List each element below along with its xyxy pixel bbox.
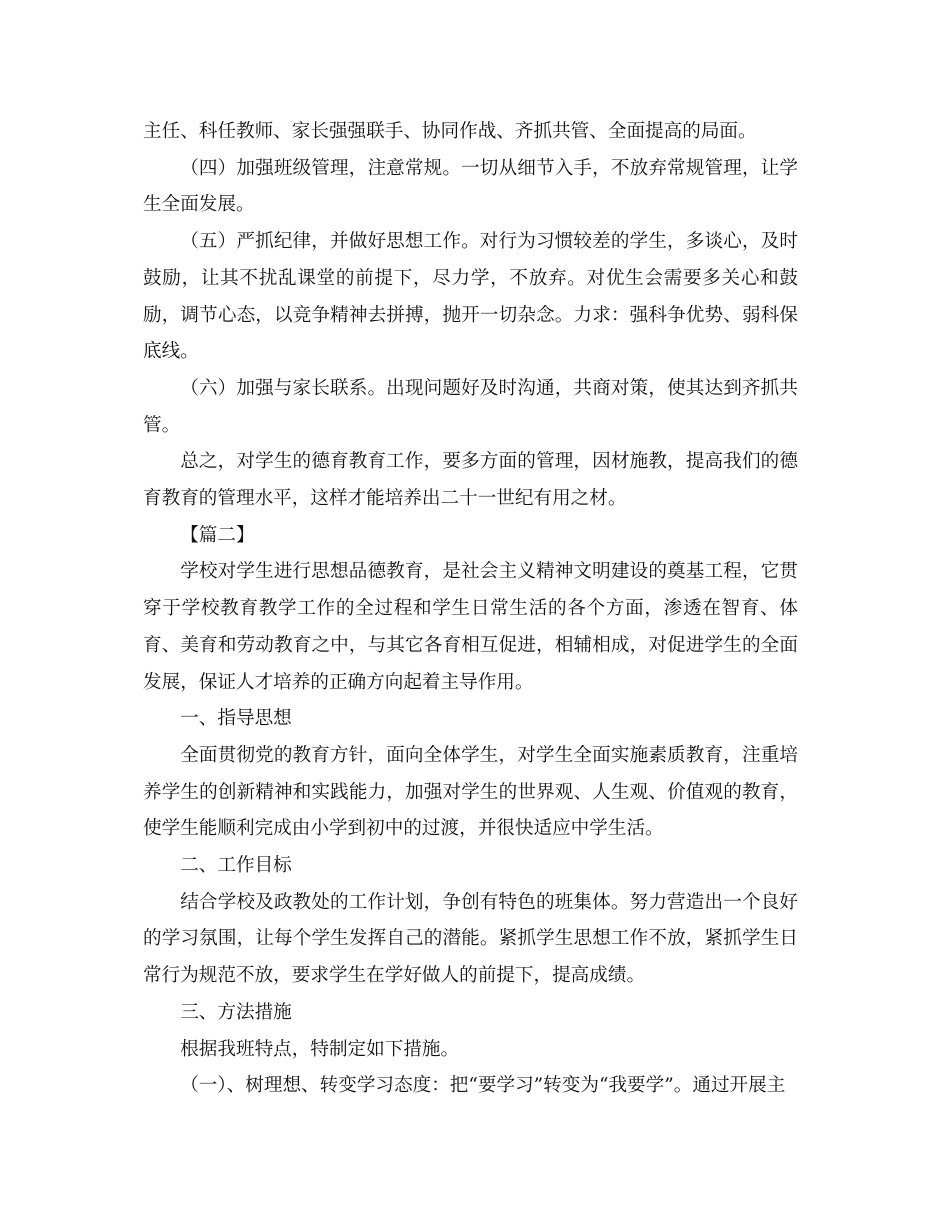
section-heading: 三、方法措施 — [180, 1001, 292, 1023]
paragraph: 全面贯彻党的教育方针，面向全体学生，对学生全面实施素质教育，注重培养学生的创新精神和实践能力，加强对学生的世界观、人生观、价值观的教育，使学生能顺利完成由小学到初中的过渡，并很快适应中学生活。 — [143, 744, 798, 840]
paragraph: 根据我班特点，特制定如下措施。 — [180, 1038, 460, 1060]
document-body — [143, 114, 798, 1105]
section-heading: 二、工作目标 — [180, 855, 292, 877]
section-title: 【篇二】 — [180, 524, 255, 546]
paragraph: 主任、科任教师、家长强强联手、协同作战、齐抓共管、全面提高的局面。 — [143, 121, 757, 142]
paragraph: （四）加强班级管理，注意常规。一切从细节入手，不放弃常规管理，让学生全面发展。 — [143, 157, 798, 216]
paragraph: （六）加强与家长联系。出现问题好及时沟通，共商对策，使其达到齐抓共管。 — [143, 377, 798, 436]
paragraph: （五）严抓纪律，并做好思想工作。对行为习惯较差的学生，多谈心，及时鼓励，让其不扰乱课堂的前提下，尽力学，不放弃。对优生会需要多关心和鼓励，调节心态，以竞争精神去拼搏，抛开一切杂念。力求：强科争优势、弱科保底线。 — [143, 231, 798, 363]
paragraph: 总之，对学生的德育教育工作，要多方面的管理，因材施教，提高我们的德育教育的管理水平，这样才能培养出二十一世纪有用之材。 — [143, 451, 798, 510]
paragraph: 结合学校及政教处的工作计划，争创有特色的班集体。努力营造出一个良好的学习氛围，让每个学生发挥自己的潜能。紧抓学生思想工作不放，紧抓学生日常行为规范不放，要求学生在学好做人的前提下，提高成绩。 — [143, 891, 798, 987]
paragraph: 学校对学生进行思想品德教育，是社会主义精神文明建设的奠基工程，它贯穿于学校教育教学工作的全过程和学生日常生活的各个方面，渗透在智育、体育、美育和劳动教育之中，与其它各育相互促进，相辅相成，对促进学生的全面发展，保证人才培养的正确方向起着主导作用。 — [143, 561, 798, 693]
paragraph: （一）、树理想、转变学习态度：把“要学习”转变为“我要学”。通过开展主 — [180, 1075, 786, 1097]
section-heading: 一、指导思想 — [180, 708, 292, 730]
